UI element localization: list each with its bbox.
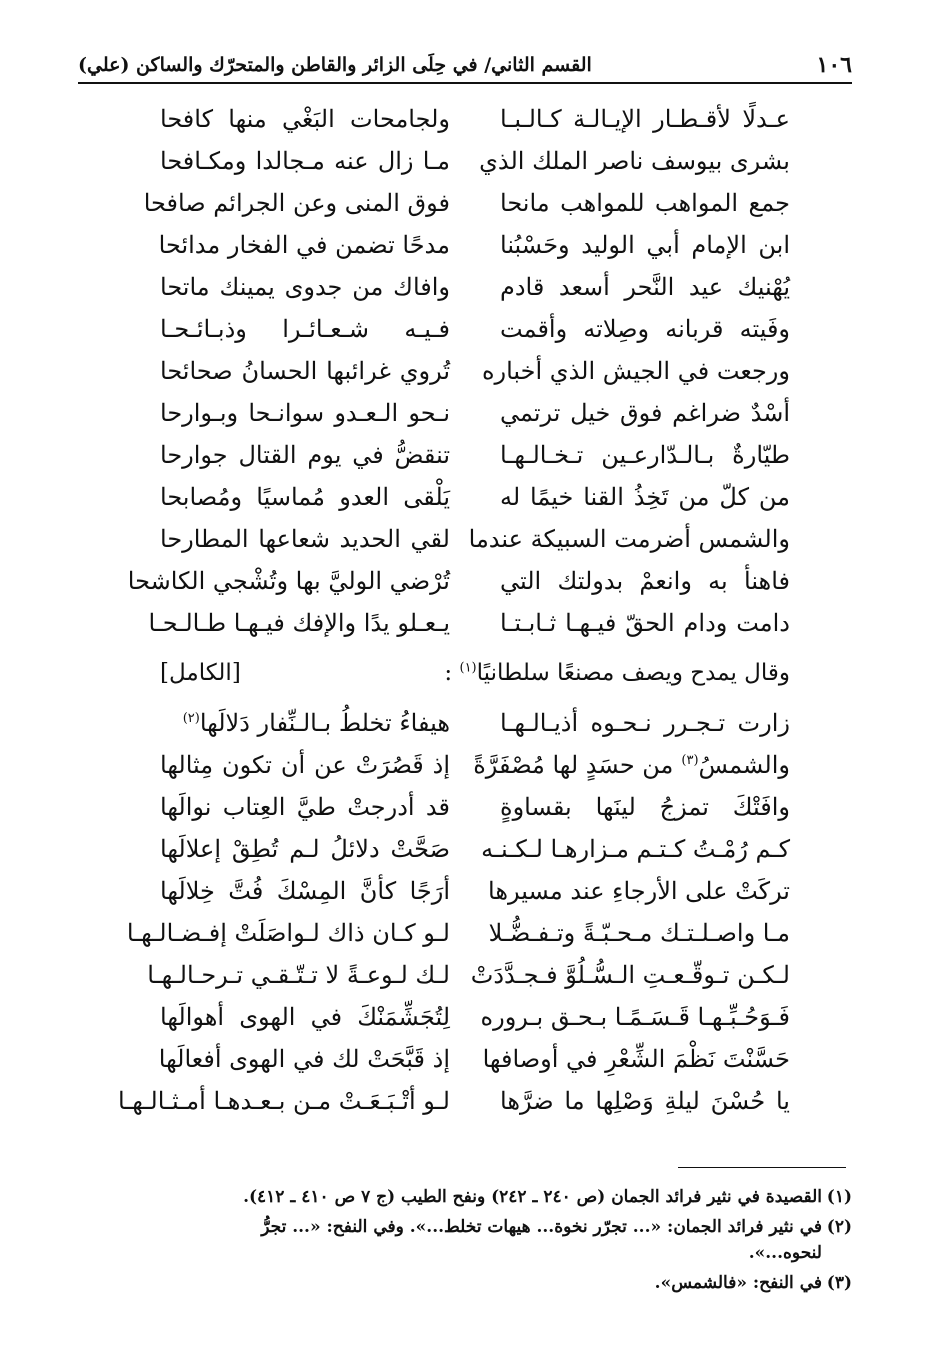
footnote [100, 1214, 852, 1266]
verse-line [160, 744, 790, 786]
verse-line [143, 182, 790, 224]
second-hemistich: لقي الحديد شعاعها المطارحا [160, 525, 450, 553]
second-hemistich: مدحًا تضمن في الفخار مدائحا [158, 231, 450, 259]
second-hemistich [117, 1087, 450, 1115]
hemistich-text: وافَتْكَ تمزجُ لينَها بقساوةٍ [500, 793, 790, 821]
first-hemistich: ورجعت في الجيش الذي أخباره [481, 357, 790, 385]
first-hemistich [500, 1087, 790, 1115]
second-hemistich: يَلْقى العدو مُماسيًا ومُصابحا [160, 483, 450, 511]
first-hemistich [482, 1045, 790, 1073]
footnote-rule [678, 1167, 846, 1168]
second-hemistich: نـحو الـعـدو سوانـحا وبـوارحا [160, 399, 450, 427]
second-hemistich: فـيـه شـعـائـرا وذبـائـحـا [160, 315, 450, 343]
second-hemistich [160, 793, 450, 821]
introduction-text: وقال يمدح ويصف مصنعًا سلطانيًا [476, 660, 790, 686]
footnote [100, 1184, 852, 1210]
verse-line [160, 476, 790, 518]
second-hemistich [160, 1003, 450, 1031]
verse-line [127, 560, 790, 602]
poem-introduction [160, 660, 790, 686]
verse-line [147, 954, 790, 996]
second-hemistich [160, 751, 450, 779]
hemistich-text: زارت تـجـرر نـحـوه أذيـالـهـا [500, 709, 790, 737]
verse-line [160, 786, 790, 828]
first-hemistich [480, 1003, 790, 1031]
hemistich-text: كـم رُمْـتُ كـتـم مـزارهـا لـكـنـه [481, 835, 790, 863]
verse-line [126, 912, 790, 954]
hemistich-text-rest: من حسَدٍ لها مُصْفَرَّةً [473, 751, 674, 779]
first-hemistich: من كلّ من تَخِذُ القنا خيمًا له [500, 483, 790, 511]
first-hemistich [500, 709, 790, 737]
verse-line [160, 434, 790, 476]
second-hemistich: وافاك من جدوى يمينك ماتحا [160, 273, 450, 301]
verse-line [160, 702, 790, 744]
hemistich-text: تركَتْ على الأرجاءِ عند مسيرها [488, 877, 790, 905]
footnote [100, 1270, 852, 1296]
verse-line [160, 518, 790, 560]
first-hemistich [473, 751, 790, 779]
poem-first [127, 98, 790, 644]
second-hemistich [160, 835, 450, 863]
footnote-text: القصيدة في نثير فرائد الجمان (ص ٢٤٠ ـ ٢٤٢) ونفح الطيب (ج ٧ ص ٤١٠ ـ ٤١٢). [243, 1187, 822, 1207]
first-hemistich: ابن الإمام أبي الوليد وحَسْبُنا [500, 231, 790, 259]
verse-line [117, 1080, 790, 1122]
hemistich-text: إذ قَبَّحَتْ لك في الهوى أفعالَها [158, 1045, 450, 1073]
hemistich-text: قد أدرجتْ طيَّ العِتاب نوالَها [160, 793, 450, 821]
second-hemistich: ولجامحات البَغْي منها كافحا [160, 105, 450, 133]
verse-line [160, 224, 790, 266]
hemistich-text: فَـوَحُـبِّـهـا قَـسَـمًـا بـحـق بـروره [480, 1003, 790, 1031]
hemistich-text: لِتُجَشِّمَنْكَ في الهوى أهوالَها [160, 1003, 450, 1031]
footnotes [100, 1184, 852, 1300]
footnote-ref-3: (٣) [681, 753, 699, 768]
footnote-ref-1: (١) [459, 660, 477, 676]
second-hemistich: مـا زال عنه مـجالدا ومكـافحا [160, 147, 450, 175]
footnote-number: (٣) [826, 1273, 852, 1293]
hemistich-text: هيفاءُ تخلطُ بـالـنِّفار دَلالَها [199, 709, 450, 737]
footnote-number: (١) [826, 1187, 852, 1207]
footnote-ref-2: (٢) [182, 711, 200, 726]
first-hemistich: جمع المواهب للمواهب مانحا [500, 189, 790, 217]
second-hemistich: يـعـلو يدًا والإفك فيـهـا طـالـحـا [148, 609, 450, 637]
first-hemistich [488, 919, 790, 947]
first-hemistich [500, 793, 790, 821]
second-hemistich [160, 877, 450, 905]
footnote-text: في نثير فرائد الجمان: «... تجرّر نخوة... هيهات تخلط...». وفي النفح: «... تجرُّ [261, 1217, 822, 1237]
page-number: ١٠٦ [816, 52, 852, 78]
first-hemistich: فاهنأ به وانعمْ بدولتك التي [500, 567, 790, 595]
footnote-number: (٢) [826, 1217, 852, 1237]
poem-second [117, 702, 790, 1122]
running-title: القسم الثاني/ في حِلَى الزائر والقاطن والمتحرّك والساكن (علي) [78, 54, 592, 76]
first-hemistich [488, 877, 790, 905]
first-hemistich: دامت ودام الحقّ فيـهـا ثـابـتـا [500, 609, 790, 637]
verse-line [160, 98, 790, 140]
hemistich-text: لـك لـوعـةً لا تـتّـقـي تـرحـالـهـا [147, 961, 450, 989]
first-hemistich: والشمس أضرمت السبيكة عندما [468, 525, 790, 553]
verse-line [160, 266, 790, 308]
first-hemistich: طيّارةٌ بـالـدّارعـين تـخـالـهـا [500, 441, 790, 469]
verse-line [148, 602, 790, 644]
first-hemistich: عـدلًا لأقـطـار الإيـالـة كـالـبـا [500, 105, 790, 133]
hemistich-text: لـو أتْـبَـعَـتْ مـن بـعـدهـا أمـثـالـهـا [117, 1087, 450, 1115]
first-hemistich [470, 961, 790, 989]
second-hemistich: فوق المنى وعن الجرائم صافحا [143, 189, 450, 217]
introduction-colon: : [444, 660, 453, 686]
verse-line [160, 308, 790, 350]
hemistich-text: والشمسُ [698, 751, 790, 779]
meter-label: [الكامل] [160, 660, 241, 686]
second-hemistich: تُروي غرائبها الحسانُ صحائحا [160, 357, 450, 385]
first-hemistich: أسْدٌ ضراغم فوق خيل ترتمي [500, 399, 790, 427]
hemistich-text: أرَجًا كأنَّ المِسْكَ فُتَّ خِلالَها [160, 877, 450, 905]
verse-line [160, 828, 790, 870]
second-hemistich [147, 961, 450, 989]
hemistich-text: لـو كـان ذاك لـواصَلَتْ إفـضـالـهـا [126, 919, 450, 947]
second-hemistich: تنقضُّ في يوم القتال جوارحا [160, 441, 450, 469]
second-hemistich: تُرْضي الوليَّ بها وتُشْجي الكاشحا [127, 567, 450, 595]
first-hemistich: وفَيته قربانه وصِلاته وأقمت [500, 315, 790, 343]
hemistich-text: حَسَّنْتَ نَظْمَ الشِّعْرِ في أوصافها [482, 1045, 790, 1073]
hemistich-text: يا حُسْنَ ليلةِ وَصْلِها ما ضرَّها [500, 1087, 790, 1115]
hemistich-text: صَحَّتْ دلائلُ لـم تُطِقْ إعلالَها [160, 835, 450, 863]
first-hemistich [481, 835, 790, 863]
verse-line [160, 870, 790, 912]
introduction-line [444, 660, 790, 686]
first-hemistich: يُهْنيك عيد النَّحر أسعد قادم [500, 273, 790, 301]
second-hemistich [160, 1045, 450, 1073]
verse-line [160, 140, 790, 182]
first-hemistich: بشرى بيوسف ناصر الملك الذي [479, 147, 790, 175]
second-hemistich [160, 709, 450, 737]
verse-line [160, 350, 790, 392]
hemistich-text: مـا واصـلـتـك مـحـبّـةً وتـفـضُّـلا [488, 919, 790, 947]
verse-line [160, 1038, 790, 1080]
hemistich-text: لـكـن تـوقّـعـتِ الـسُّـلُوَّ فـجـدَّدَتْ [470, 961, 790, 989]
page-header [78, 48, 852, 84]
footnote-text: في النفح: «فالشمس». [654, 1273, 822, 1293]
footnote-continuation: لنحوه...». [748, 1243, 822, 1263]
verse-line [160, 392, 790, 434]
second-hemistich [126, 919, 450, 947]
hemistich-text: إذ قَصُرَتْ عن أن تكون مِثالها [160, 751, 450, 779]
verse-line [160, 996, 790, 1038]
